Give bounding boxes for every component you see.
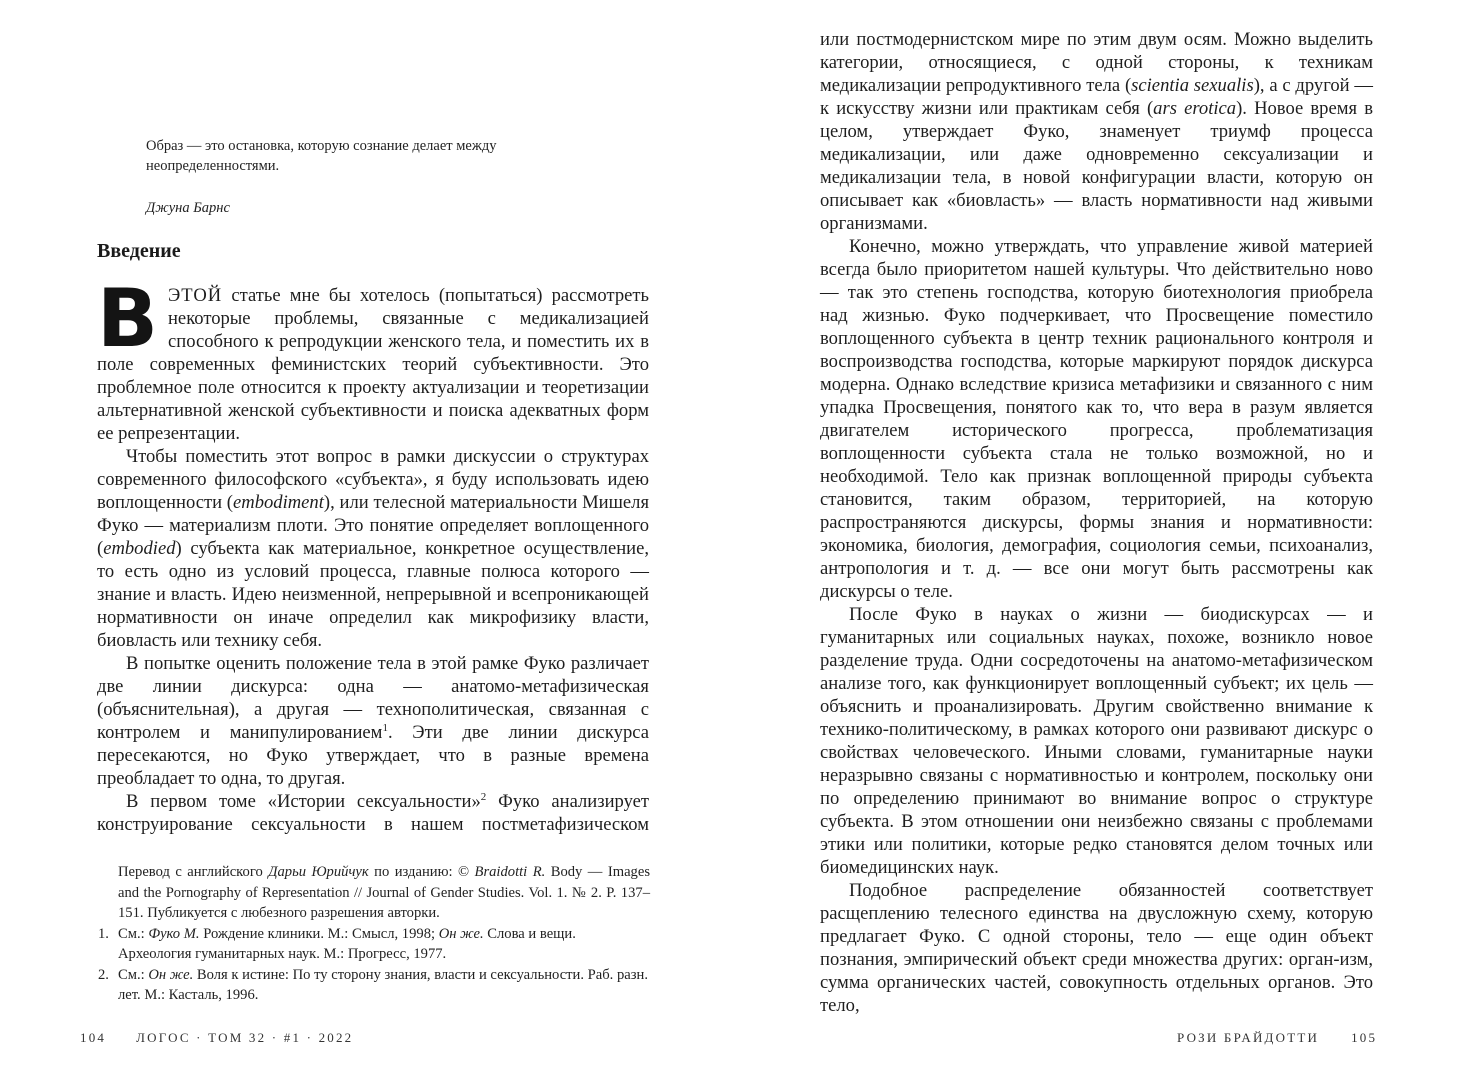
note-text: См.: xyxy=(118,925,149,942)
epigraph xyxy=(146,136,566,218)
note-italic: Он же. xyxy=(148,966,194,983)
paragraph-text: В попытке оценить положение тела в этой рамке Фуко различает две линии дискурса: одна — анатомо-метафизическая (объяснительная), а другая — технополитическая, связанная с контролем и манипулированием xyxy=(97,653,649,743)
translator-name: Дарьи Юрийчук xyxy=(268,864,369,880)
paragraph xyxy=(97,445,649,652)
paragraph-text: . Эти две линии дискурса пересекаются, но Фуко утверждает, что в разные времена преобладает то одна, то другая. xyxy=(97,722,649,789)
journal-running-head: ЛОГОС · ТОМ 32 · #1 · 2022 xyxy=(136,1030,354,1045)
section-heading: Введение xyxy=(97,240,181,262)
footnotes xyxy=(98,862,650,1006)
note-text: Body — Images and the Pornography of Representation // Journal of Gender Studies. Vol. 1. № 2. P. 137–151. Публикуется с любезного разрешения авторки. xyxy=(118,864,650,921)
epigraph-quote: Образ — это остановка, которую сознание делает между неопределенностями. xyxy=(146,138,497,174)
paragraph-text: ) субъекта как материальное, конкретное осуществление, то есть одно из условий процесса, главные полюса которого — знание и власть. Идею неизменной, непрерывной и всепроникающей нормативности он иначе определил как микрофизику власти, биовласть или технику себя. xyxy=(97,538,649,651)
footnote-1 xyxy=(98,924,650,965)
right-page xyxy=(740,0,1480,1080)
footnote-ref[interactable]: 1 xyxy=(382,722,388,734)
note-text: Воля к истине: По ту сторону знания, власти и сексуальности. Раб. разн. лет. М.: Касталь, 1996. xyxy=(118,966,648,1003)
note-text: Слова и вещи. Археология гуманитарных наук. М.: Прогресс, 1977. xyxy=(118,925,576,962)
paragraph: Подобное распределение обязанностей соответствует расщеплению телесного единства на двусложную схему, которую предлагает Фуко. С одной стороны, тело — еще один объект познания, эмпирический объект среди множества других: орган-изм, сумма органических частей, совокупность отдельных органов. Это тело, xyxy=(820,880,1373,1016)
paragraph-text: или постмодернистском мире по этим двум осям. Можно выделить категории, относящиеся, с одной стороны, к техникам медикализации репродуктивного тела ( xyxy=(820,29,1373,96)
footnote-number: 2. xyxy=(98,966,109,983)
paragraph-text: В первом томе «Истории сексуальности» xyxy=(126,791,481,812)
drop-cap: В xyxy=(97,272,158,365)
paragraph: Конечно, можно утверждать, что управление живой материей всегда было приоритетом нашей культуры. Что действительно ново — так это степень господства, которую биотехнология приобрела над жизнью. Фуко подчеркивает, что Просвещение поместило воплощенного субъекта в центр техник рационального контроля и воспроизводства господства, которые маркируют порядок дискурса модерна. Однако вследствие кризиса метафизики и связанного с ним упадка Просвещения, понятого как то, что вера в разум является двигателем исторического прогресса, проблематизация воплощенности субъекта стала не только возможной, но и необходимой. Тело как признак воплощенной природы субъекта становится, таким образом, территорией, на которую распространяются дискурсы, формы знания и нормативности: экономика, биология, демография, социология семьи, психоанализ, антропология и т. д. — все они могут быть рассмотрены как дискурсы о теле. xyxy=(820,236,1373,602)
paragraph xyxy=(820,28,1373,235)
paragraph xyxy=(97,790,649,836)
note-text: Перевод с английского xyxy=(118,864,269,880)
note-italic: Он же. xyxy=(438,925,484,942)
footnote-number: 1. xyxy=(98,925,109,942)
note-italic: Фуко М. xyxy=(148,925,200,942)
paragraph-text: ), а с другой — к искусству жизни или практикам себя ( xyxy=(820,75,1373,119)
paragraph: После Фуко в науках о жизни — биодискурсах — и гуманитарных или социальных науках, похоже, возникло новое разделение труда. Одни сосредоточены на анатомо-метафизическом анализе того, как функционирует воплощенный субъект; их цель — объяснить и проанализировать. Другим свойственно внимание к технико-политическому, в рамках которого они развивают дискурс о свойствах человеческого. Иными словами, гуманитарные науки неразрывно связаны с нормативностью и контролем, поскольку они по определению принимают во внимание вопрос о структуре субъекта. В этом отношении они неизбежно связаны с проблемами этики или политики, которые редко становятся делом точных или биомедицинских наук. xyxy=(820,604,1373,878)
italic-term: scientia sexualis xyxy=(1131,75,1254,96)
author-running-head: РОЗИ БРАЙДОТТИ xyxy=(1177,1030,1320,1045)
paragraph-text: Фуко анализирует конструирование сексуальности в нашем постметафизическом xyxy=(97,791,649,835)
italic-term: embodied xyxy=(103,538,176,559)
italic-term: embodiment xyxy=(233,492,324,513)
note-text: См.: xyxy=(118,966,149,983)
footnote-2 xyxy=(98,965,650,1006)
running-footer-left xyxy=(80,1030,353,1046)
lead-word: ЭТОЙ xyxy=(167,285,223,306)
page-number: 105 xyxy=(1351,1030,1378,1045)
italic-term: ars erotica xyxy=(1153,98,1237,119)
paragraph xyxy=(97,652,649,790)
source-author: Braidotti R. xyxy=(474,864,546,880)
note-text: по изданию: © xyxy=(368,864,475,880)
epigraph-author: Джуна Барнс xyxy=(146,200,230,216)
running-footer-right xyxy=(1177,1030,1377,1046)
note-text: Рождение клиники. М.: Смысл, 1998; xyxy=(199,925,439,942)
paragraph-text: ). Новое время в целом, утверждает Фуко, знаменует триумф процесса медикализации, или даже одновременно сексуализации и медикализации тела, в новой конфигурации власти, которую он описывает как «биовласть» — власть нормативности над живыми организмами. xyxy=(820,98,1373,234)
page-number: 104 xyxy=(80,1030,107,1045)
paragraph-text: ), или телесной материальности Мишеля Фуко — материализм плоти. Это понятие определяет воплощенного ( xyxy=(97,492,649,559)
paragraph-text: Чтобы поместить этот вопрос в рамки дискуссии о структурах современного философского «субъекта», я буду использовать идею воплощенности ( xyxy=(97,446,649,513)
translation-note xyxy=(118,862,650,924)
left-body-column xyxy=(97,272,649,836)
footnote-ref[interactable]: 2 xyxy=(480,791,487,803)
paragraph-text: статье мне бы хотелось (попытаться) рассмотреть некоторые проблемы, связанные с медикализацией способного к репродукции женского тела, и поместить их в поле современных феминистских теорий субъективности. Это проблемное поле относится к проекту актуализации и теоретизации альтернативной женской субъективности и поиска адекватных форм ее репрезентации. xyxy=(97,285,649,444)
right-body-column xyxy=(820,28,1373,1017)
paragraph xyxy=(97,272,649,445)
